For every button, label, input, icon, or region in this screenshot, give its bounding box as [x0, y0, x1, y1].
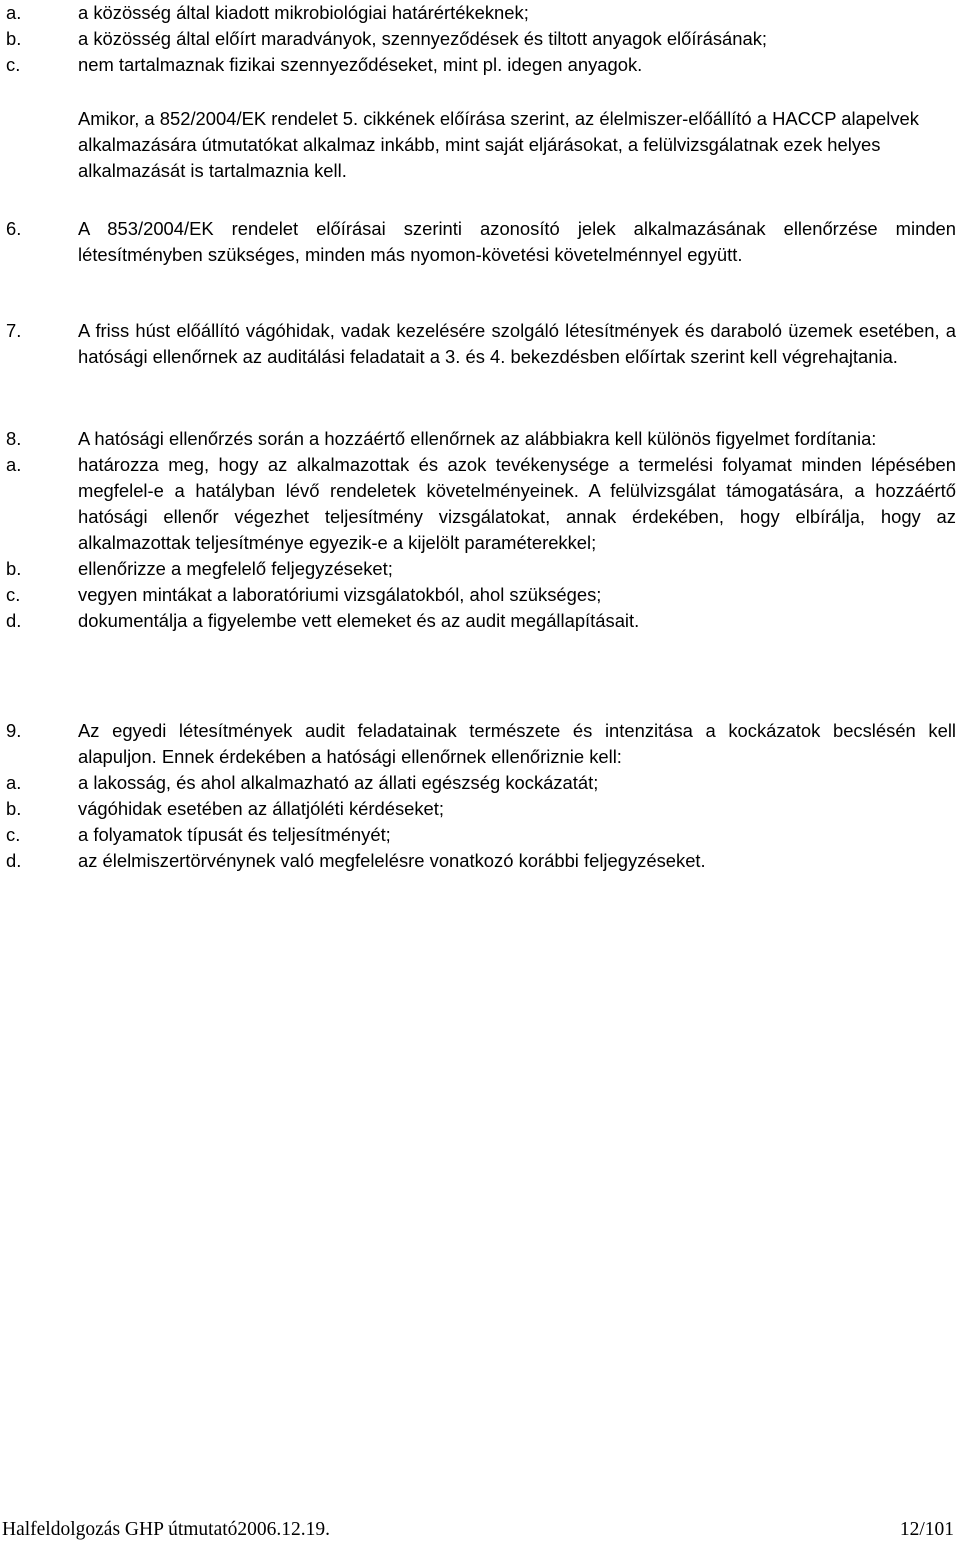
list-item: [0, 796, 960, 822]
section-number: 6.: [6, 218, 22, 239]
footer-document-title: Halfeldolgozás GHP útmutató2006.12.19.: [2, 1519, 331, 1540]
list-item: [0, 848, 960, 874]
list-item: [0, 608, 960, 634]
list-item: [0, 452, 960, 556]
list-item: [0, 556, 960, 582]
list-item-text: a közösség által kiadott mikrobiológiai határértékeknek;: [78, 2, 529, 23]
section-number: 9.: [6, 720, 22, 741]
haccp-paragraph: Amikor, a 852/2004/EK rendelet 5. cikkének előírása szerint, az élelmiszer-előállító a HACCP alapelvek alkalmazására útmutatókat alkalmaz inkább, mint saját eljárásokat, a felülvizsgálatnak ezek helyes alkalmazását is tartalmaznia kell.: [78, 108, 919, 181]
section-text: A 853/2004/EK rendelet előírásai szerinti azonosító jelek alkalmazásának ellenőrzése minden létesítményben szükséges, minden más nyomon-követési követelménnyel együtt.: [78, 218, 956, 265]
list-marker: b.: [6, 798, 22, 819]
haccp-paragraph-block: [0, 106, 960, 184]
list-marker: c.: [6, 584, 21, 605]
section-7: [0, 318, 960, 370]
list-item: [0, 770, 960, 796]
list-item-text: az élelmiszertörvénynek való megfelelésre vonatkozó korábbi feljegyzéseket.: [78, 850, 706, 871]
list-item: [0, 822, 960, 848]
list-item-text: ellenőrizze a megfelelő feljegyzéseket;: [78, 558, 393, 579]
list-item-text: nem tartalmaznak fizikai szennyeződéseket, mint pl. idegen anyagok.: [78, 54, 643, 75]
section-number: 7.: [6, 320, 22, 341]
list-marker: b.: [6, 28, 22, 49]
list-item-text: dokumentálja a figyelembe vett elemeket és az audit megállapításait.: [78, 610, 640, 631]
section-text: Az egyedi létesítmények audit feladatainak természete és intenzitása a kockázatok becslésén kell alapuljon. Ennek érdekében a hatósági ellenőrnek ellenőriznie kell:: [78, 720, 956, 767]
list-item: [0, 26, 960, 52]
section-9: [0, 718, 960, 874]
list-marker: a.: [6, 2, 22, 23]
section-number: 8.: [6, 428, 22, 449]
list-item-text: a lakosság, és ahol alkalmazható az állati egészség kockázatát;: [78, 772, 599, 793]
list-marker: c.: [6, 824, 21, 845]
list-item-text: vágóhidak esetében az állatjóléti kérdéseket;: [78, 798, 445, 819]
list-marker: d.: [6, 610, 22, 631]
page-footer: [0, 1516, 960, 1544]
list-item: [0, 0, 960, 26]
list-item: [0, 582, 960, 608]
list-item-text: vegyen mintákat a laboratóriumi vizsgálatokból, ahol szükséges;: [78, 584, 602, 605]
section-text: A hatósági ellenőrzés során a hozzáértő ellenőrnek az alábbiakra kell különös figyelmet fordítania:: [78, 428, 877, 449]
list-item-text: a közösség által előírt maradványok, szennyeződések és tiltott anyagok előírásának;: [78, 28, 768, 49]
list-marker: a.: [6, 772, 22, 793]
page-number: 12/101: [899, 1519, 954, 1540]
list-item-text: a folyamatok típusát és teljesítményét;: [78, 824, 391, 845]
section-8: [0, 426, 960, 634]
top-list: [0, 0, 960, 78]
list-marker: d.: [6, 850, 22, 871]
section-text: A friss húst előállító vágóhidak, vadak kezelésére szolgáló létesítmények és daraboló üzemek esetében, a hatósági ellenőrnek az auditálási feladatait a 3. és 4. bekezdésben előírtak szerint kell végrehajtania.: [78, 320, 956, 367]
section-6: [0, 216, 960, 268]
list-marker: c.: [6, 54, 21, 75]
list-marker: a.: [6, 454, 22, 475]
list-item: [0, 52, 960, 78]
list-marker: b.: [6, 558, 22, 579]
list-item-text: határozza meg, hogy az alkalmazottak és azok tevékenysége a termelési folyamat minden lépésében megfelel-e a hatályban lévő rendeletek követelményeinek. A felülvizsgálat támogatására, a hozzáértő hatósági ellenőr végezhet teljesítmény vizsgálatokat, annak érdekében, hogy elbírálja, hogy az alkalmazottak teljesítménye egyezik-e a kijelölt paraméterekkel;: [78, 454, 956, 553]
